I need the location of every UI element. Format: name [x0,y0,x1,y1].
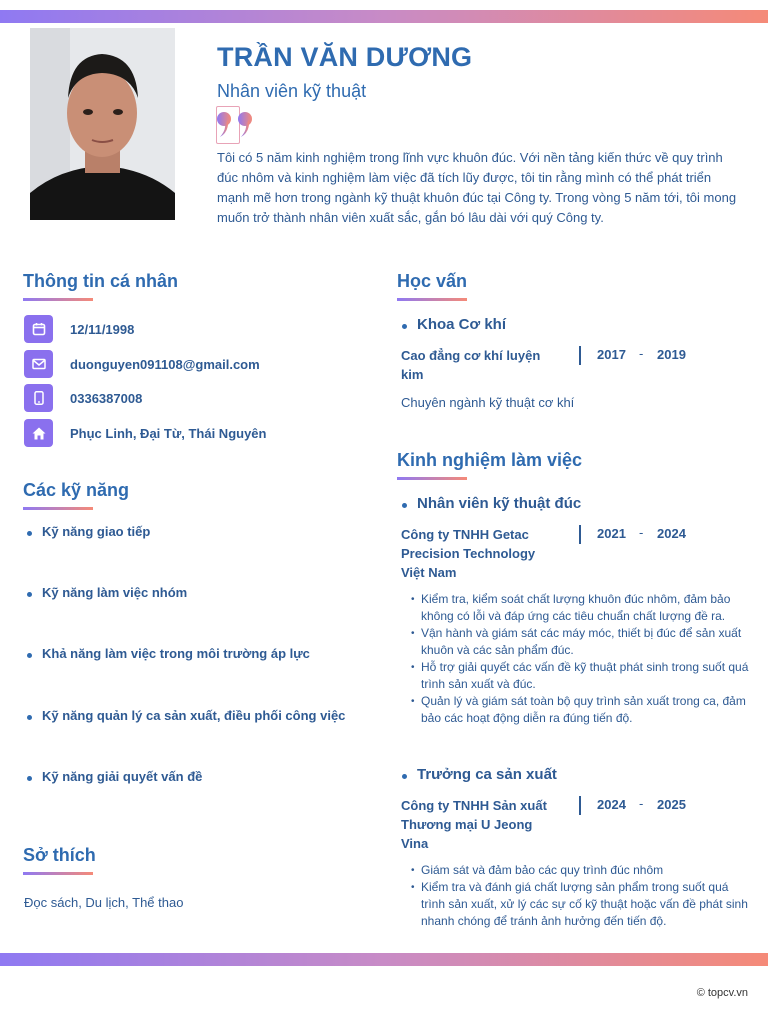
bottom-accent-bar [0,953,768,966]
career-summary: Tôi có 5 năm kinh nghiệm trong lĩnh vực khuôn đúc. Với nền tảng kiến thức về quy trình đúc nhôm và kinh nghiệm làm việc đã tích lũy được, tôi tin rằng mình có thể phát triển mạnh mẽ hơn trong ngành kỹ thuật khuôn đúc tại Công ty. Trong vòng 5 năm tới, tôi mong muốn trở thành nhân viên xuất sắc, gắn bó lâu dài với quý Công ty. [217,150,737,225]
personal-info-title: Thông tin cá nhân [23,271,178,291]
experience-underline [397,477,467,480]
job-position: Trưởng ca sản xuất [402,766,557,783]
date-divider [579,346,581,365]
job-duties [411,862,751,930]
school-name: Cao đẳng cơ khí luyện kim [401,348,541,382]
skill-item: Kỹ năng quản lý ca sản xuất, điều phối công việc [27,708,345,723]
company-name: Công ty TNHH Getac Precision Technology Việt Nam [401,527,536,580]
skills-title: Các kỹ năng [23,480,130,500]
date-divider [579,796,581,815]
candidate-role: Nhân viên kỹ thuật [217,81,367,101]
hobbies-title: Sở thích [23,845,96,865]
contact-address [24,419,266,447]
home-icon [24,419,53,447]
skill-item: Kỹ năng giao tiếp [27,524,150,539]
calendar-icon [24,315,53,343]
skill-item: Khả năng làm việc trong môi trường áp lực [27,646,310,661]
candidate-name: TRẦN VĂN DƯƠNG [217,42,473,72]
skills-underline [23,507,93,510]
experience-title: Kinh nghiệm làm việc [397,450,583,470]
top-accent-bar [0,10,768,23]
duty-item: • Quản lý và giám sát toàn bộ quy trình sản xuất trong ca, đảm bảo các hoạt động diễn ra đúng tiến độ. [411,693,751,727]
duty-item: • Giám sát và đảm bảo các quy trình đúc nhôm [411,862,751,879]
skill-item: Kỹ năng giải quyết vấn đề [27,769,202,784]
phone-icon [24,384,53,412]
skill-item: Kỹ năng làm việc nhóm [27,585,187,600]
email-text[interactable]: duonguyen091108@gmail.com [70,356,260,372]
quote-icon [216,106,256,144]
hobbies-underline [23,872,93,875]
education-start-year: 2017 [597,347,626,362]
job-start-year: 2021 [597,526,626,541]
address-text: Phục Linh, Đại Từ, Thái Nguyên [70,425,267,441]
contact-phone [24,384,142,412]
job-duties [411,591,751,727]
company-name: Công ty TNHH Sản xuất Thương mại U Jeong Vina [401,798,547,851]
personal-info-underline [23,298,93,301]
education-major: Chuyên ngành kỹ thuật cơ khí [401,395,575,410]
year-dash: - [639,346,644,361]
mail-icon [24,350,53,378]
year-dash: - [639,525,644,540]
job-end-year: 2024 [657,526,686,541]
phone-text[interactable]: 0336387008 [70,390,143,406]
job-start-year: 2024 [597,797,626,812]
date-divider [579,525,581,544]
year-dash: - [639,796,644,811]
job-position: Nhân viên kỹ thuật đúc [402,495,581,512]
education-heading: Khoa Cơ khí [402,316,506,333]
profile-photo [30,28,175,220]
duty-item: • Kiểm tra và đánh giá chất lượng sản phẩm trong suốt quá trình sản xuất, xử lý các sự cố kỹ thuật hoặc vấn đề phát sinh nhanh chóng để tránh ảnh hưởng đến tiến độ. [411,879,751,930]
duty-item: • Hỗ trợ giải quyết các vấn đề kỹ thuật phát sinh trong suốt quá trình sản xuất và đúc. [411,659,751,693]
education-title: Học vấn [397,271,468,291]
education-underline [397,298,467,301]
duty-item: • Kiểm tra, kiểm soát chất lượng khuôn đúc nhôm, đảm bảo không có lỗi và đáp ứng các tiêu chuẩn chất lượng đề ra. [411,591,751,625]
birthdate-text: 12/11/1998 [70,321,135,337]
footer-credit[interactable]: © topcv.vn [696,987,748,999]
education-end-year: 2019 [657,347,686,362]
job-end-year: 2025 [657,797,686,812]
hobbies-text: Đọc sách, Du lịch, Thể thao [24,895,184,910]
contact-birthdate [24,315,134,343]
duty-item: • Vận hành và giám sát các máy móc, thiết bị đúc để sản xuất khuôn và các sản phẩm đúc. [411,625,751,659]
contact-email [24,350,260,378]
